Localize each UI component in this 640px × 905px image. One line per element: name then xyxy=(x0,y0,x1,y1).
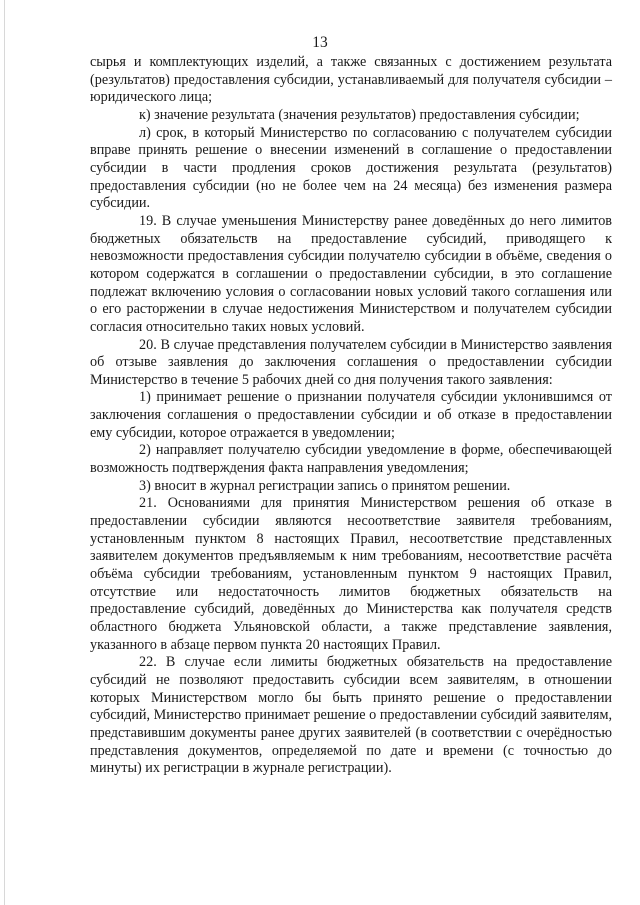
paragraph-20: 20. В случае представления получателем субсидии в Министерство заявления об отзыве заявления до заключения соглашения о предоставлении субсидии Министерство в течение 5 рабочих дней со дня получения такого заявления: xyxy=(90,336,612,388)
paragraph-20-item-3: 3) вносит в журнал регистрации запись о принятом решении. xyxy=(139,477,511,494)
paragraph-20-item-2: 2) направляет получателю субсидии уведомление в форме, обеспечивающей возможность подтверждения факта направления уведомления; xyxy=(90,442,612,477)
paragraph-item-k: к) значение результата (значения результатов) предоставления субсидии; xyxy=(139,106,580,123)
paragraph-21: 21. Основаниями для принятия Министерством решения об отказе в предоставлении субсидии являются несоответствие заявителя требованиям, установленным пунктом 8 настоящих Правил, несоответствие представленных заявителем документов предъявляемым к ним требованиям, несоответствие расчёта объёма субсидии требованиям, установленным пунктом 9 настоящих Правил, отсутствие или недостаточность лимитов бюджетных обязательств на предоставление субсидий, доведённых до Министерства как получателя средств областного бюджета Ульяновской области, а также представление заявления, указанного в абзаце первом пункта 20 настоящих Правил. xyxy=(90,495,612,653)
page-left-edge xyxy=(4,0,5,905)
page-number: 13 xyxy=(312,34,328,51)
paragraph-22: 22. В случае если лимиты бюджетных обязательств на предоставление субсидий не позволяют предоставить субсидии всем заявителям, в отношении которых Министерством могло бы быть принято решение о предоставлении субсидий, Министерство принимает решение о предоставлении субсидий заявителям, представившим документы ранее других заявителей (в соответствии с очерёдностью представления документов, определяемой по дате и времени (с точностью до минуты) их регистрации в журнале регистрации). xyxy=(90,654,612,777)
paragraph-20-item-1: 1) принимает решение о признании получателя субсидии уклонившимся от заключения соглашения о предоставлении субсидии и об отказе в предоставлении ему субсидии, которое отражается в уведомлении; xyxy=(90,389,612,441)
paragraph-item-l: л) срок, в который Министерство по согласованию с получателем субсидии вправе принять решение о внесении изменений в соглашение о предоставлении субсидии в части продления сроков достижения результата (результатов) предоставления субсидии (но не более чем на 24 месяца) без изменения размера субсидии. xyxy=(90,124,612,212)
document-body xyxy=(90,54,612,778)
paragraph-continuation: сырья и комплектующих изделий, а также связанных с достижением результата (результатов) предоставления субсидии, устанавливаемый для получателя субсидии – юридического лица; xyxy=(90,54,612,106)
paragraph-19: 19. В случае уменьшения Министерству ранее доведённых до него лимитов бюджетных обязательств на предоставление субсидий, приводящего к невозможности предоставления субсидии получателю субсидии в объёме, сведения о котором содержатся в соглашении о предоставлении субсидии, в это соглашение подлежат включению условия о согласовании новых условий такого соглашения или о его расторжении в случае недостижения Министерством и получателем субсидии согласия относительно таких новых условий. xyxy=(90,212,612,335)
